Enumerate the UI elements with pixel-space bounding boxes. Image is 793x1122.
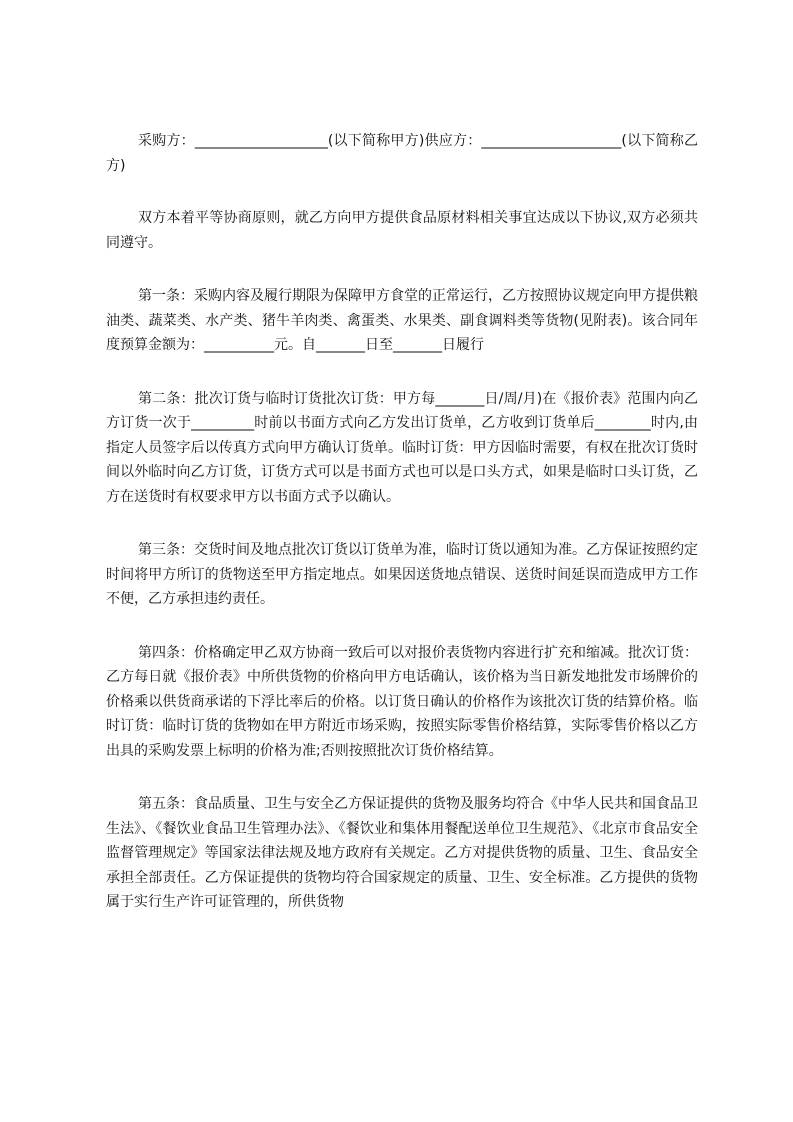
article-2-paragraph: 第二条：批次订货与临时订货批次订货：甲方每_______日/周/月)在《报价表》范围内向乙方订货一次于_________时前以书面方式向乙方发出订货单，乙方收到订货单后________时内,由指定人员签字后以传真方式向甲方确认订货单。临时订货：甲方因临时需要，有权在批次订货时间以外临时向乙方订货，订货方式可以是书面方式也可以是口头方式，如果是临时口头订货，乙方在送货时有权要求甲方以书面方式予以确认。 (106, 390, 698, 505)
article-5-paragraph: 第五条：食品质量、卫生与安全乙方保证提供的货物及服务均符合《中华人民共和国食品卫生法》、《餐饮业食品卫生管理办法》、《餐饮业和集体用餐配送单位卫生规范》、《北京市食品安全监督管理规定》等国家法律法规及地方政府有关规定。乙方对提供货物的质量、卫生、食品安全承担全部责任。乙方保证提供的货物均符合国家规定的质量、卫生、安全标准。乙方提供的货物属于实行生产许可证管理的，所供货物 (106, 796, 698, 910)
article-1-paragraph: 第一条：采购内容及履行期限为保障甲方食堂的正常运行，乙方按照协议规定向甲方提供粮油类、蔬菜类、水产类、猪牛羊肉类、禽蛋类、水果类、副食调料类等货物(见附表)。该合同年度预算金额为：__________元。自_______日至_______日履行 (106, 288, 698, 353)
article-3-paragraph: 第三条：交货时间及地点批次订货以订货单为准，临时订货以通知为准。乙方保证按照约定时间将甲方所订的货物送至甲方指定地点。如果因送货地点错误、送货时间延误而造成甲方工作不便，乙方承担违约责任。 (106, 542, 698, 607)
article-4-paragraph: 第四条：价格确定甲乙双方协商一致后可以对报价表货物内容进行扩充和缩减。批次订货：乙方每日就《报价表》中所供货物的价格向甲方电话确认，该价格为当日新发地批发市场牌价的价格乘以供货商承诺的下浮比率后的价格。以订货日确认的价格作为该批次订货的结算价格。临时订货：临时订货的货物如在甲方附近市场采购，按照实际零售价格结算，实际零售价格以乙方出具的采购发票上标明的价格为准;否则按照批次订货价格结算。 (106, 644, 698, 759)
parties-paragraph: 采购方：___________________(以下简称甲方)供应方：____________________(以下简称乙方) (106, 133, 698, 174)
preamble-paragraph: 双方本着平等协商原则，就乙方向甲方提供食品原材料相关事宜达成以下协议,双方必须共同遵守。 (106, 210, 698, 251)
